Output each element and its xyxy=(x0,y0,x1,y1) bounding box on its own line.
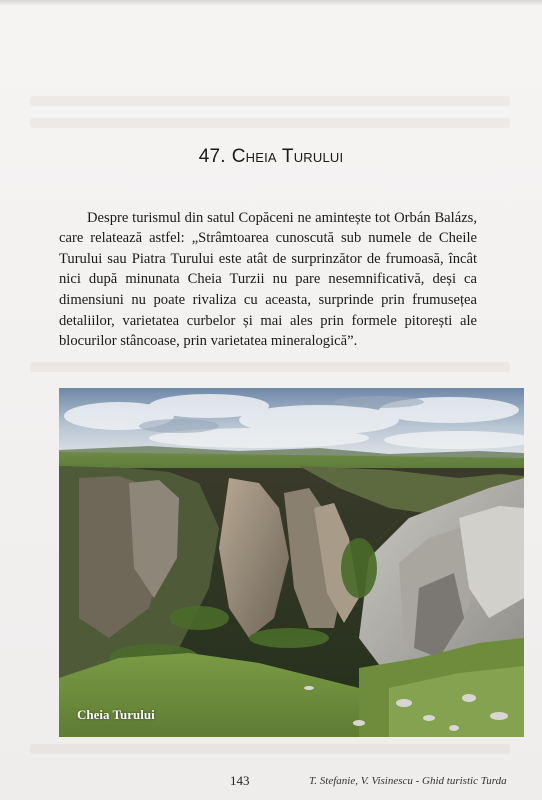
show-through-line xyxy=(30,362,510,372)
page-number: 143 xyxy=(230,773,250,788)
show-through-line xyxy=(30,118,510,128)
chapter-title xyxy=(0,146,542,168)
photo-caption: Cheia Turului xyxy=(77,707,155,722)
show-through-line xyxy=(30,744,510,754)
chapter-number: 47. xyxy=(198,146,226,167)
show-through-line xyxy=(30,96,510,106)
body-paragraph: Despre turismul din satul Copăceni ne amintește tot Orbán Balázs, care relatează astfel: „Strâmtoarea cunoscută sub numele de Cheile Turului sau Piatra Turului este atât de surprinzător de frumoasă, încât nici după minunata Cheia Turzii nu pare nesemnificativă, deși ca dimensiuni nu poate rivaliza cu aceasta, surprinde prin frumusețea detaliilor, varietatea curbelor și mai ales prin formele pitorești ale blocurilor stâncoase, prin varietatea mineralogică”. xyxy=(59,209,477,350)
landscape-illustration xyxy=(59,388,524,737)
chapter-name: Cheia Turului xyxy=(231,146,344,167)
gorge-photo xyxy=(59,388,524,737)
running-footer: T. Stefanie, V. Visinescu - Ghid turistic Turda xyxy=(309,775,507,787)
scan-edge-shadow xyxy=(0,0,542,6)
